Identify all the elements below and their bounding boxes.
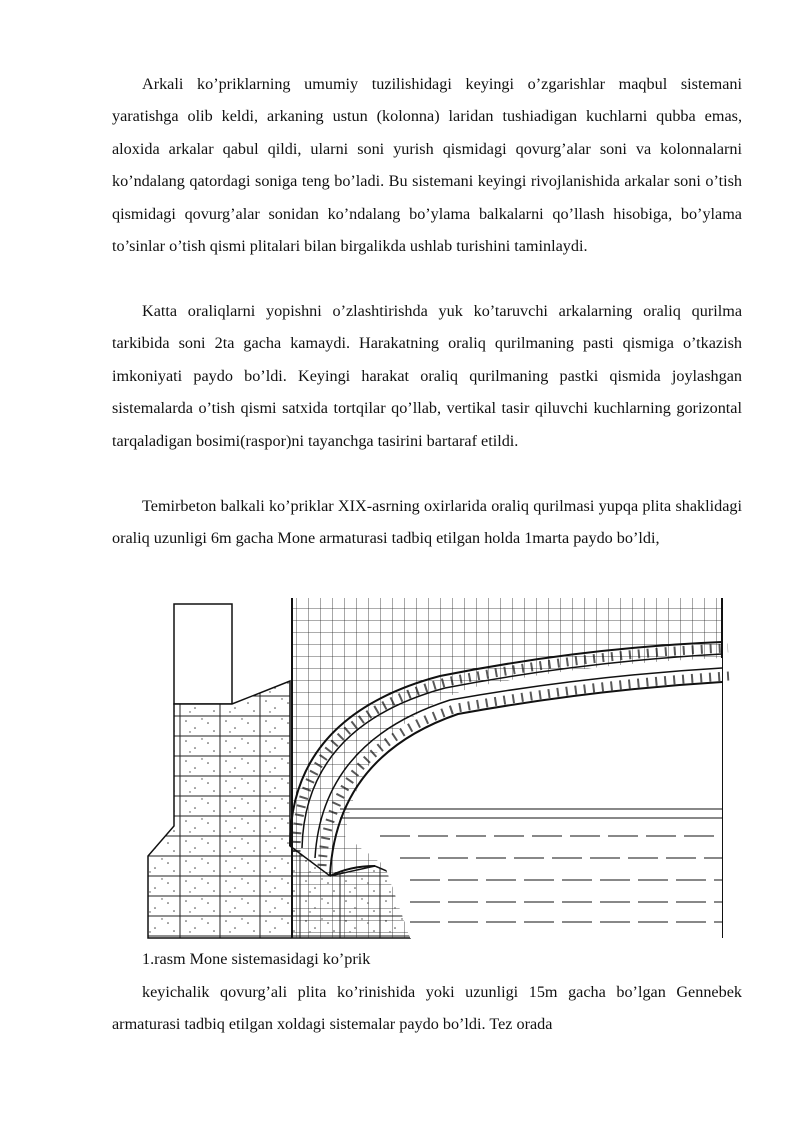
mone-bridge-figure	[140, 596, 730, 946]
paragraph-2: Katta oraliqlarni yopishni o’zlashtirishda yuk ko’taruvchi arkalarning oraliq qurilma tarkibida soni 2ta gacha kamaydi. Harakatning oraliq qurilmaning pasti qismiga o’tkazish imkoniyati paydo bo’ldi. Keyingi harakat oraliq qurilmaning pastki qismida joylashgan sistemalarda o’tish qismi satxida tortqilar qo’llab, vertikal tasir qiluvchi kuchlarning gorizontal tarqaladigan bosimi(raspor)ni tayanchga tasirini bartaraf etildi.	[112, 302, 742, 450]
figure-caption: 1.rasm Mone sistemasidagi ko’prik	[142, 950, 371, 968]
paragraph-1: Arkali ko’priklarning umumiy tuzilishidagi keyingi o’zgarishlar maqbul sistemani yaratishga olib keldi, arkaning ustun (kolonna) laridan tushiadigan kuchlarni qubba emas, aloxida arkalar qabul qildi, ularni soni yurish qismidagi qovurg’alar soni va kolonnalarni ko’ndalang qatordagi soniga teng bo’ladi. Bu sistemani keyingi rivojlanishida arkalar soni o’tish qismidagi qovurg’alar sonidan ko’ndalang bo’ylama balkalarni qo’llash hisobiga, bo’ylama to’sinlar o’tish qismi plitalari bilan birgalikda ushlab turishini taminlaydi.	[112, 75, 742, 256]
paragraph-3: Temirbeton balkali ko’priklar XIX-asrning oxirlarida oraliq qurilmasi yupqa plita shaklidagi oraliq uzunligi 6m gacha Mone armaturasi tadbiq etilgan holda 1marta paydo bo’ldi,	[112, 497, 742, 548]
paragraph-4: keyichalik qovurg’ali plita ko’rinishida yoki uzunligi 15m gacha bo’lgan Gennebek armaturasi tadbiq etilgan xoldagi sistemalar paydo bo’ldi. Tez orada	[112, 983, 742, 1034]
